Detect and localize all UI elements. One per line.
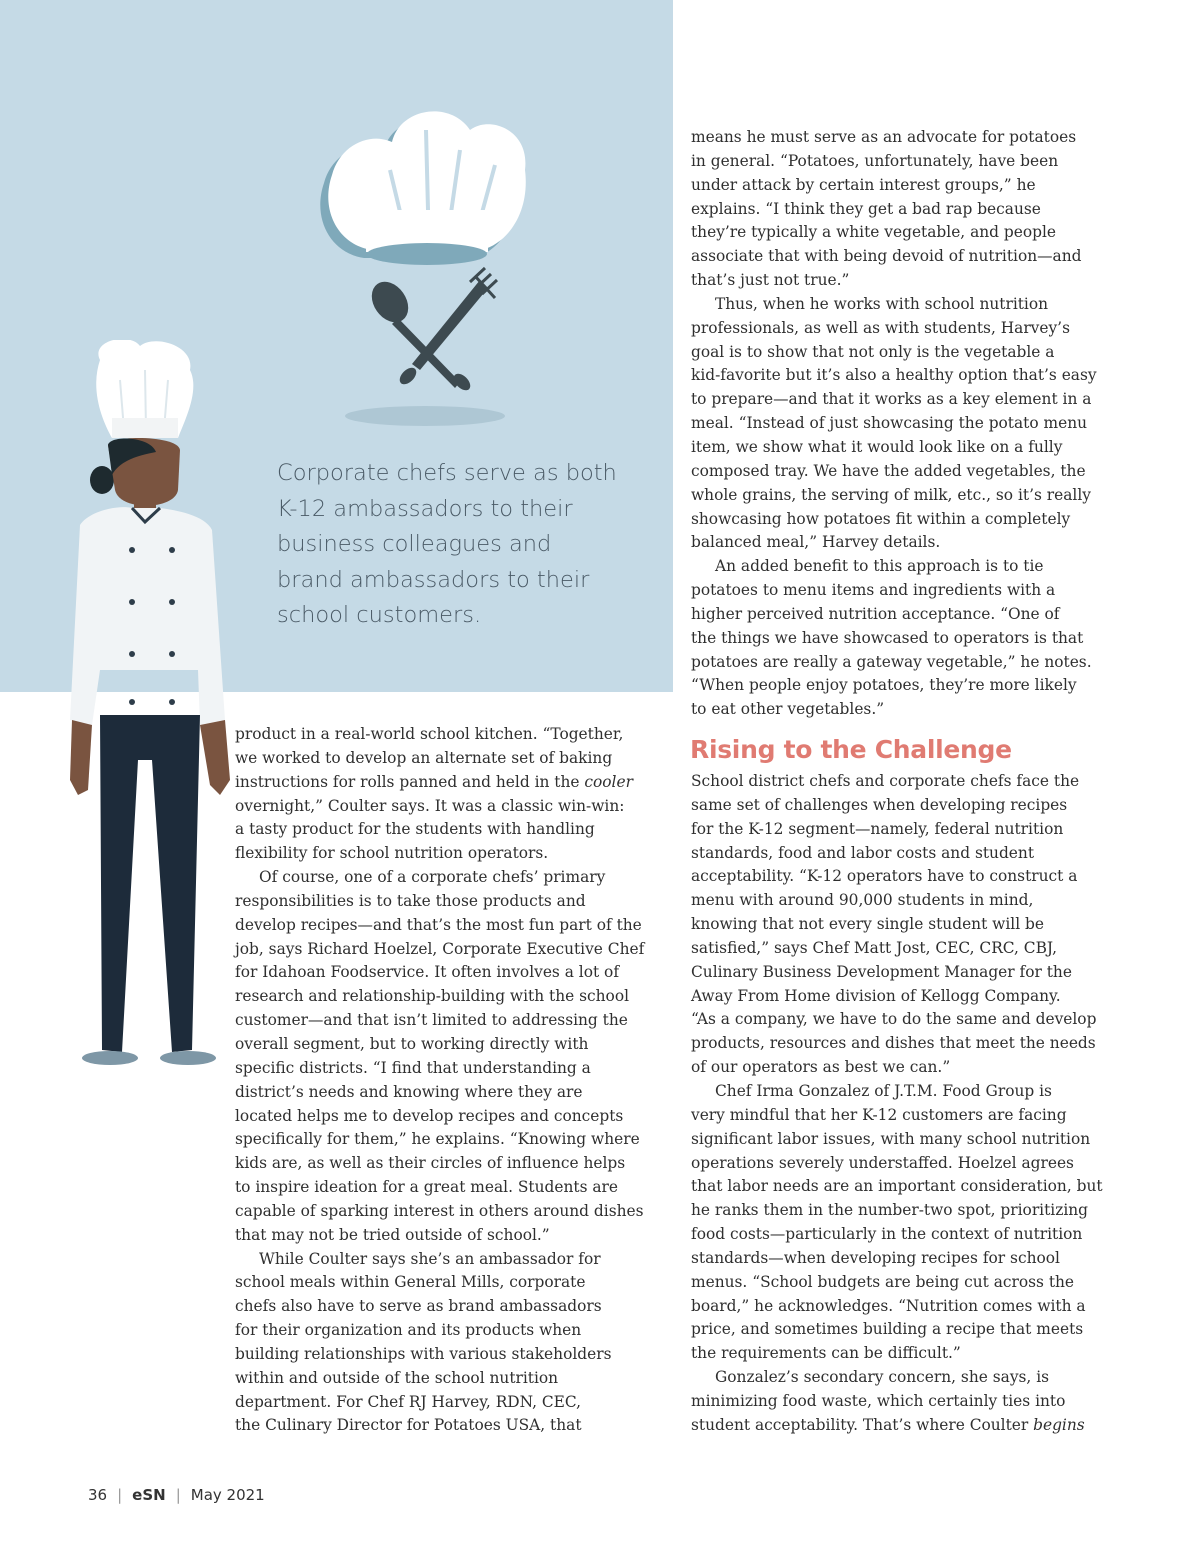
- text-line: customer—and that isn’t limited to addressing the: [235, 1011, 628, 1030]
- text-line: balanced meal,” Harvey details.: [691, 533, 941, 552]
- text-line: overnight,” Coulter says. It was a classic win-win:: [235, 796, 625, 815]
- text-line: minimizing food waste, which certainly ties into: [691, 1391, 1066, 1410]
- text-line: operations severely understaffed. Hoelzel agrees: [691, 1153, 1074, 1172]
- text-line: means he must serve as an advocate for potatoes: [691, 128, 1077, 146]
- text-line: price, and sometimes building a recipe that meets: [691, 1320, 1084, 1339]
- text-line: Of course, one of a corporate chefs’ primary: [259, 868, 606, 887]
- italic-word: cooler: [584, 772, 633, 791]
- text-line: under attack by certain interest groups,” he: [691, 175, 1036, 194]
- text-line: goal is to show that not only is the vegetable a: [691, 342, 1055, 361]
- text-line: he ranks them in the number-two spot, prioritizing: [691, 1201, 1089, 1220]
- page-number: 36: [88, 1486, 108, 1504]
- text-line: potatoes are really a gateway vegetable,” he notes.: [691, 652, 1092, 671]
- text-line: the things we have showcased to operators is that: [691, 628, 1084, 647]
- text-line: specific districts. “I find that understanding a: [235, 1058, 591, 1077]
- text-line: Away From Home division of Kellogg Company.: [691, 986, 1061, 1005]
- article-column-2: [691, 126, 1121, 722]
- text-line: for the K-12 segment—namely, federal nutrition: [691, 819, 1064, 838]
- section-heading: Rising to the Challenge: [690, 735, 1012, 764]
- text-line: department. For Chef RJ Harvey, RDN, CEC,: [235, 1392, 582, 1411]
- article-column-1: [235, 723, 655, 1438]
- text-line: whole grains, the serving of milk, etc., so it’s really: [691, 485, 1091, 504]
- text-line: school meals within General Mills, corporate: [235, 1273, 586, 1292]
- divider: |: [117, 1486, 123, 1504]
- text-line: for their organization and its products when: [235, 1321, 582, 1340]
- text-line: products, resources and dishes that meet the needs: [691, 1034, 1096, 1053]
- text-line: same set of challenges when developing recipes: [691, 795, 1068, 814]
- text-line: “When people enjoy potatoes, they’re more likely: [691, 676, 1077, 695]
- text-line: An added benefit to this approach is to tie: [715, 557, 1044, 576]
- text-line: composed tray. We have the added vegetables, the: [691, 461, 1086, 480]
- text-line: food costs—particularly in the context of nutrition: [691, 1225, 1083, 1244]
- text-line: to inspire ideation for a great meal. Students are: [235, 1178, 619, 1197]
- text-line: to eat other vegetables.”: [691, 700, 885, 719]
- text-line: explains. “I think they get a bad rap because: [691, 199, 1041, 218]
- text-line: higher perceived nutrition acceptance. “One of: [691, 604, 1060, 623]
- text-line: capable of sparking interest in others around dishes: [235, 1201, 644, 1220]
- text-line: district’s needs and knowing where they are: [235, 1082, 583, 1101]
- text-line: Culinary Business Development Manager for the: [691, 962, 1072, 981]
- text-line: significant labor issues, with many school nutrition: [691, 1129, 1091, 1148]
- text-line: Chef Irma Gonzalez of J.T.M. Food Group is: [715, 1081, 1052, 1100]
- text-line: showcasing how potatoes fit within a completely: [691, 509, 1071, 528]
- text-line: the requirements can be difficult.”: [691, 1344, 961, 1363]
- chef-figure-icon: [70, 340, 230, 1065]
- text-line: While Coulter says she’s an ambassador for: [259, 1249, 601, 1268]
- magazine-brand: eSN: [132, 1486, 166, 1504]
- text-line: School district chefs and corporate chefs face the: [691, 772, 1080, 790]
- chef-hat-utensils-illustration: [310, 70, 540, 450]
- text-line: product in a real-world school kitchen. “Together,: [235, 725, 624, 743]
- italic-word: begins: [1033, 1415, 1085, 1434]
- text-line: potatoes to menu items and ingredients with a: [691, 581, 1056, 600]
- issue-date: May 2021: [190, 1486, 265, 1504]
- text-line: of our operators as best we can.”: [691, 1058, 951, 1077]
- text-line: within and outside of the school nutrition: [235, 1368, 559, 1387]
- article-column-3: [691, 770, 1121, 1438]
- text-line: located helps me to develop recipes and concepts: [235, 1106, 624, 1125]
- standing-chef-illustration: [60, 340, 250, 1100]
- text-line: “As a company, we have to do the same and develop: [691, 1010, 1097, 1029]
- text-line: item, we show what it would look like on a fully: [691, 437, 1063, 456]
- text-line: professionals, as well as with students, Harvey’s: [691, 318, 1070, 337]
- text-line: satisfied,” says Chef Matt Jost, CEC, CRC, CBJ,: [691, 938, 1058, 957]
- text-line: building relationships with various stakeholders: [235, 1344, 612, 1363]
- text-line: kid-favorite but it’s also a healthy option that’s easy: [691, 366, 1097, 385]
- text-line: board,” he acknowledges. “Nutrition comes with a: [691, 1296, 1086, 1315]
- pull-quote: Corporate chefs serve as both K-12 ambassadors to their business colleagues and brand ambassadors to their school customers.: [277, 460, 617, 628]
- text-line: to prepare—and that it works as a key element in a: [691, 390, 1092, 409]
- text-line: menus. “School budgets are being cut across the: [691, 1272, 1075, 1291]
- text-line: in general. “Potatoes, unfortunately, have been: [691, 151, 1059, 170]
- text-line: very mindful that her K-12 customers are facing: [691, 1105, 1067, 1124]
- text-line: standards, food and labor costs and student: [691, 843, 1035, 862]
- text-line: specifically for them,” he explains. “Knowing where: [235, 1130, 640, 1149]
- shadow-ellipse: [345, 406, 505, 426]
- text-line: we worked to develop an alternate set of baking: [235, 748, 613, 767]
- chef-hat-icon: [320, 111, 525, 265]
- text-line: develop recipes—and that’s the most fun part of the: [235, 915, 642, 934]
- text-line: standards—when developing recipes for school: [691, 1248, 1060, 1267]
- page-footer: [88, 1486, 265, 1504]
- text-line: research and relationship-building with the school: [235, 987, 630, 1006]
- text-line: for Idahoan Foodservice. It often involves a lot of: [235, 963, 620, 982]
- text-line: Gonzalez’s secondary concern, she says, is: [715, 1368, 1050, 1387]
- text-line: meal. “Instead of just showcasing the potato menu: [691, 414, 1088, 433]
- text-line: chefs also have to serve as brand ambassadors: [235, 1297, 602, 1316]
- spoon-fork-icon: [364, 268, 497, 393]
- text-line: a tasty product for the students with handling: [235, 820, 595, 839]
- text-line: kids are, as well as their circles of influence helps: [235, 1154, 626, 1173]
- text-line: that may not be tried outside of school.”: [235, 1225, 550, 1244]
- divider: |: [175, 1486, 181, 1504]
- text-line: that’s just not true.”: [691, 271, 850, 290]
- text-line: menu with around 90,000 students in mind,: [691, 891, 1034, 910]
- text-line: student acceptability. That’s where Coulter begins: [691, 1415, 1085, 1434]
- text-line: flexibility for school nutrition operators.: [235, 844, 549, 863]
- text-line: they’re typically a white vegetable, and people: [691, 223, 1057, 242]
- text-line: acceptability. “K-12 operators have to construct a: [691, 867, 1078, 886]
- text-line: knowing that not every single student will be: [691, 915, 1044, 934]
- text-line: the Culinary Director for Potatoes USA, that: [235, 1416, 582, 1435]
- text-line: Thus, when he works with school nutrition: [715, 294, 1049, 313]
- text-line: associate that with being devoid of nutrition—and: [691, 247, 1082, 266]
- text-line: that labor needs are an important consideration, but: [691, 1177, 1103, 1196]
- text-line: job, says Richard Hoelzel, Corporate Executive Chef: [235, 939, 645, 958]
- text-line: instructions for rolls panned and held in the cooler: [235, 772, 633, 791]
- text-line: responsibilities is to take those products and: [235, 891, 586, 910]
- text-line: overall segment, but to working directly with: [235, 1034, 589, 1053]
